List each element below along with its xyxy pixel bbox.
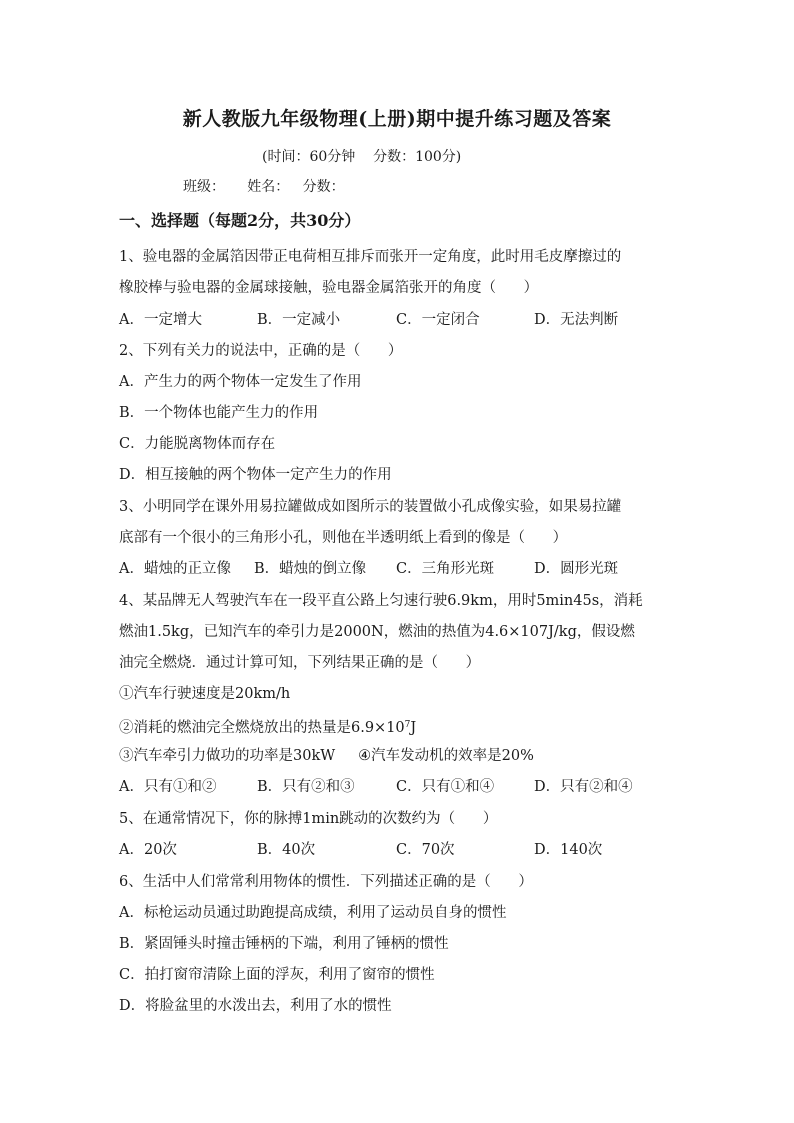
question-2-option-b: B．一个物体也能产生力的作用 bbox=[119, 405, 319, 421]
question-1-option-d: D．无法判断 bbox=[534, 312, 619, 328]
student-info-line: 班级： 姓名： 分数： bbox=[183, 179, 345, 195]
exam-time-score: (时间：60分钟 分数：100分) bbox=[262, 149, 462, 165]
question-4-statements-3-4: ③汽车牵引力做功的功率是30kW ④汽车发动机的效率是20% bbox=[119, 748, 534, 764]
question-4-option-c: C．只有①和④ bbox=[396, 779, 495, 795]
statement-2-unit: J bbox=[410, 720, 417, 736]
question-2-option-c: C．力能脱离物体而存在 bbox=[119, 436, 276, 452]
question-4-stem-line-2: 燃油1.5kg，已知汽车的牵引力是2000N，燃油的热值为4.6×107J/kg，假设燃 bbox=[119, 624, 635, 640]
question-2-option-a: A．产生力的两个物体一定发生了作用 bbox=[119, 374, 362, 390]
question-4-option-a: A．只有①和② bbox=[119, 779, 217, 795]
question-5-option-d: D．140次 bbox=[534, 842, 603, 858]
question-3-option-b: B．蜡烛的倒立像 bbox=[254, 561, 367, 577]
statement-2-text: ②消耗的燃油完全燃烧放出的热量是6.9×10 bbox=[119, 720, 405, 736]
question-1-option-a: A．一定增大 bbox=[119, 312, 202, 328]
question-6-option-a: A．标枪运动员通过助跑提高成绩，利用了运动员自身的惯性 bbox=[119, 905, 507, 921]
question-4-statement-2 bbox=[119, 715, 416, 738]
question-4-option-b: B．只有②和③ bbox=[257, 779, 355, 795]
question-6-option-c: C．拍打窗帘清除上面的浮灰，利用了窗帘的惯性 bbox=[119, 967, 435, 983]
question-2-option-d: D．相互接触的两个物体一定产生力的作用 bbox=[119, 467, 392, 483]
question-2-stem: 2、下列有关力的说法中，正确的是（ ） bbox=[119, 343, 403, 359]
page-title: 新人教版九年级物理(上册)期中提升练习题及答案 bbox=[182, 108, 612, 130]
question-6-option-b: B．紧固锤头时撞击锤柄的下端，利用了锤柄的惯性 bbox=[119, 936, 449, 952]
question-5-option-b: B．40次 bbox=[257, 842, 316, 858]
question-6-option-d: D．将脸盆里的水泼出去，利用了水的惯性 bbox=[119, 998, 392, 1014]
question-4-stem-line-3: 油完全燃烧．通过计算可知，下列结果正确的是（ ） bbox=[119, 655, 481, 671]
question-3-stem-line-2: 底部有一个很小的三角形小孔，则他在半透明纸上看到的像是（ ） bbox=[119, 530, 568, 546]
question-3-option-c: C．三角形光斑 bbox=[396, 561, 495, 577]
question-1-option-b: B．一定减小 bbox=[257, 312, 341, 328]
question-4-option-d: D．只有②和④ bbox=[534, 779, 633, 795]
question-4-stem-line-1: 4、某品牌无人驾驶汽车在一段平直公路上匀速行驶6.9km，用时5min45s，消耗 bbox=[119, 593, 643, 609]
question-5-option-c: C．70次 bbox=[396, 842, 455, 858]
question-4-statement-1: ①汽车行驶速度是20km/h bbox=[119, 686, 291, 702]
question-3-option-d: D．圆形光斑 bbox=[534, 561, 619, 577]
question-3-option-a: A．蜡烛的正立像 bbox=[119, 561, 231, 577]
question-3-stem-line-1: 3、小明同学在课外用易拉罐做成如图所示的装置做小孔成像实验，如果易拉罐 bbox=[119, 499, 622, 515]
question-5-stem: 5、在通常情况下，你的脉搏1min跳动的次数约为（ ） bbox=[119, 811, 498, 827]
question-1-stem-line-1: 1、验电器的金属箔因带正电荷相互排斥而张开一定角度，此时用毛皮摩擦过的 bbox=[119, 249, 622, 265]
question-5-option-a: A．20次 bbox=[119, 842, 177, 858]
question-6-stem: 6、生活中人们常常利用物体的惯性．下列描述正确的是（ ） bbox=[119, 874, 533, 890]
statement-2-exponent: 7 bbox=[404, 720, 411, 730]
section-heading: 一、选择题（每题2分，共30分） bbox=[119, 211, 361, 230]
question-1-stem-line-2: 橡胶棒与验电器的金属球接触，验电器金属箔张开的角度（ ） bbox=[119, 280, 539, 296]
question-1-option-c: C．一定闭合 bbox=[396, 312, 480, 328]
